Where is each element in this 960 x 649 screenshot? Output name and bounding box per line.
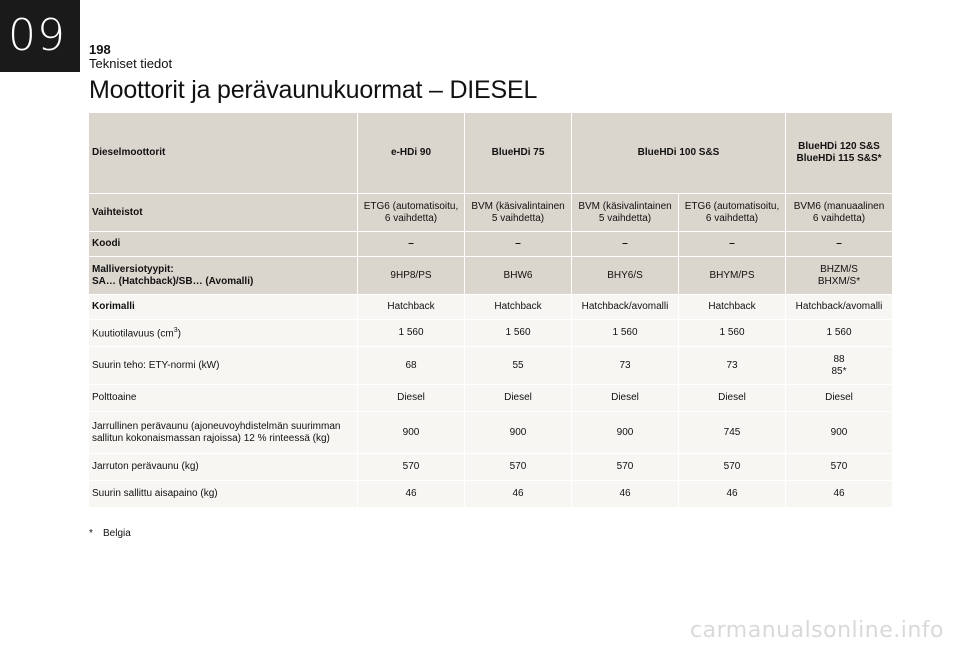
model-cell: BHW6 xyxy=(465,257,571,294)
code-cell: – xyxy=(572,232,678,256)
model-label xyxy=(89,257,357,294)
fuel-cell: Diesel xyxy=(679,385,785,411)
table-row-power xyxy=(89,347,892,384)
chapter-number: 09 xyxy=(8,10,66,61)
model-cell xyxy=(786,257,892,294)
braked-cell: 900 xyxy=(465,412,571,453)
code-label: Koodi xyxy=(89,232,357,256)
page-number: 198 xyxy=(89,42,111,57)
body-cell: Hatchback xyxy=(465,295,571,319)
model-label-line: Malliversiotyypit: xyxy=(92,263,174,275)
cell-line: BVM (käsivalintainen xyxy=(471,200,565,212)
watermark: carmanualsonline.info xyxy=(690,618,944,643)
page-title: Moottorit ja perävaunukuormat – DIESEL xyxy=(89,76,538,104)
cell-line: 88 xyxy=(833,353,845,365)
unbraked-cell: 570 xyxy=(572,454,678,480)
noseweight-cell: 46 xyxy=(465,481,571,507)
noseweight-cell: 46 xyxy=(786,481,892,507)
engine-line: BlueHDi 120 S&S xyxy=(798,141,880,152)
body-cell: Hatchback xyxy=(679,295,785,319)
table-row-model xyxy=(89,257,892,294)
cell-line: BHZM/S xyxy=(820,263,858,275)
noseweight-label: Suurin sallittu aisapaino (kg) xyxy=(89,481,357,507)
engine-cell: BlueHDi 75 xyxy=(465,113,571,193)
body-cell: Hatchback/avomalli xyxy=(572,295,678,319)
noseweight-cell: 46 xyxy=(358,481,464,507)
chapter-tab xyxy=(0,0,80,72)
cell-line: 5 vaihdetta) xyxy=(598,212,652,224)
superscript: 3 xyxy=(173,327,178,335)
body-cell: Hatchback/avomalli xyxy=(786,295,892,319)
unbraked-cell: 570 xyxy=(358,454,464,480)
model-label-line: SA… (Hatchback)/SB… (Avomalli) xyxy=(92,275,254,287)
table-row-nose-weight xyxy=(89,481,892,507)
code-cell: – xyxy=(358,232,464,256)
gearbox-cell xyxy=(786,194,892,231)
unbraked-cell: 570 xyxy=(786,454,892,480)
cell-line: 6 vaihdetta) xyxy=(705,212,759,224)
displacement-cell: 1 560 xyxy=(465,320,571,346)
table-row-engines xyxy=(89,113,892,193)
displacement-label-text: Kuutiotilavuus (cm xyxy=(92,328,174,340)
displacement-label xyxy=(89,320,357,346)
unbraked-label: Jarruton perävaunu (kg) xyxy=(89,454,357,480)
cell-line: 85* xyxy=(831,365,847,377)
power-cell xyxy=(786,347,892,384)
cell-line: 6 vaihdetta) xyxy=(812,212,866,224)
footnote xyxy=(89,528,131,540)
cell-line: ETG6 (automatisoitu, xyxy=(684,200,780,212)
engine-cell xyxy=(786,113,892,193)
spec-table xyxy=(88,112,893,508)
braked-cell: 900 xyxy=(572,412,678,453)
table-row-gearbox xyxy=(89,194,892,231)
power-cell: 73 xyxy=(679,347,785,384)
code-cell: – xyxy=(679,232,785,256)
engine-line: BlueHDi 115 S&S* xyxy=(796,153,882,164)
engine-cell: BlueHDi 100 S&S xyxy=(572,113,785,193)
displacement-cell: 1 560 xyxy=(786,320,892,346)
cell-line: BVM6 (manuaalinen xyxy=(793,200,885,212)
model-cell: 9HP8/PS xyxy=(358,257,464,294)
power-cell: 68 xyxy=(358,347,464,384)
engines-label: Dieselmoottorit xyxy=(89,113,357,193)
fuel-label: Polttoaine xyxy=(89,385,357,411)
fuel-cell: Diesel xyxy=(465,385,571,411)
braked-label xyxy=(89,412,357,453)
power-cell: 73 xyxy=(572,347,678,384)
fuel-cell: Diesel xyxy=(572,385,678,411)
table-row-code xyxy=(89,232,892,256)
power-cell: 55 xyxy=(465,347,571,384)
braked-label-line: Jarrullinen perävaunu (ajoneuvoyhdistelmän suurimman xyxy=(92,420,341,432)
noseweight-cell: 46 xyxy=(572,481,678,507)
fuel-cell: Diesel xyxy=(358,385,464,411)
gearbox-cell xyxy=(465,194,571,231)
braked-cell: 900 xyxy=(358,412,464,453)
gearbox-cell xyxy=(572,194,678,231)
cell-line: BHXM/S* xyxy=(817,275,861,287)
gearbox-cell xyxy=(679,194,785,231)
table-row-body xyxy=(89,295,892,319)
table-row-unbraked-trailer xyxy=(89,454,892,480)
model-cell: BHY6/S xyxy=(572,257,678,294)
displacement-label-close: ) xyxy=(177,328,181,340)
code-cell: – xyxy=(465,232,571,256)
table-row-displacement xyxy=(89,320,892,346)
braked-label-line: sallitun kokonaismassan rajoissa) 12 % rinteessä (kg) xyxy=(92,432,330,444)
cell-line: ETG6 (automatisoitu, xyxy=(363,200,459,212)
footnote-text: Belgia xyxy=(103,528,131,539)
engine-cell: e-HDi 90 xyxy=(358,113,464,193)
cell-line: 5 vaihdetta) xyxy=(491,212,545,224)
gearbox-label: Vaihteistot xyxy=(89,194,357,231)
braked-cell: 900 xyxy=(786,412,892,453)
model-cell: BHYM/PS xyxy=(679,257,785,294)
displacement-cell: 1 560 xyxy=(572,320,678,346)
gearbox-cell xyxy=(358,194,464,231)
code-cell: – xyxy=(786,232,892,256)
footnote-star: * xyxy=(89,528,93,539)
displacement-cell: 1 560 xyxy=(679,320,785,346)
power-label: Suurin teho: ETY-normi (kW) xyxy=(89,347,357,384)
displacement-cell: 1 560 xyxy=(358,320,464,346)
unbraked-cell: 570 xyxy=(679,454,785,480)
cell-line: BVM (käsivalintainen xyxy=(578,200,672,212)
noseweight-cell: 46 xyxy=(679,481,785,507)
table-row-braked-trailer xyxy=(89,412,892,453)
body-cell: Hatchback xyxy=(358,295,464,319)
section-title: Tekniset tiedot xyxy=(89,56,173,71)
braked-cell: 745 xyxy=(679,412,785,453)
body-label: Korimalli xyxy=(89,295,357,319)
fuel-cell: Diesel xyxy=(786,385,892,411)
table-row-fuel xyxy=(89,385,892,411)
cell-line: 6 vaihdetta) xyxy=(384,212,438,224)
unbraked-cell: 570 xyxy=(465,454,571,480)
